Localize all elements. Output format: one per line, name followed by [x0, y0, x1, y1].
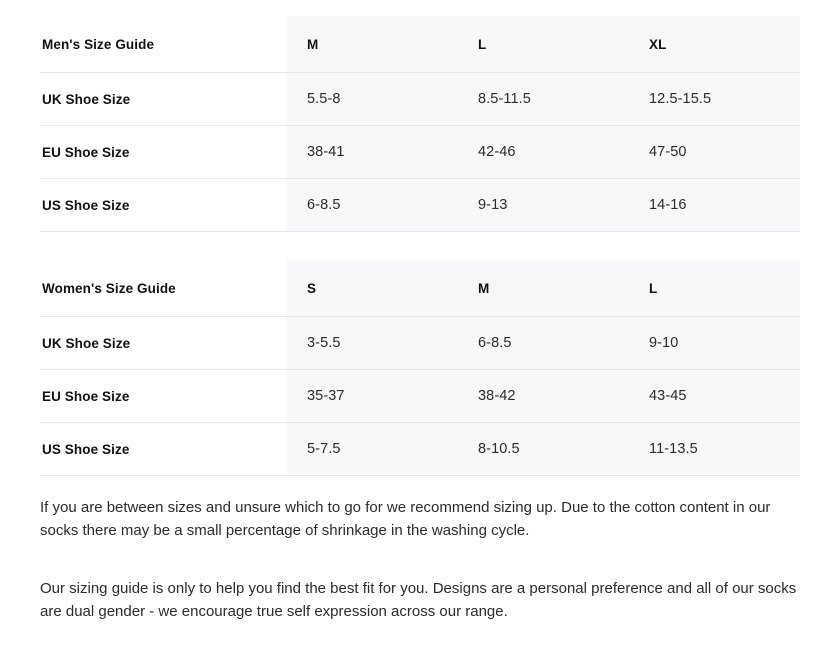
row-value: 8-10.5	[478, 441, 520, 457]
row-value-cell	[629, 423, 800, 476]
table-row	[40, 370, 800, 423]
column-header-xl-label: XL	[649, 36, 667, 52]
row-label-cell	[40, 423, 287, 476]
row-label: UK Shoe Size	[42, 91, 131, 107]
column-header-s-label: S	[307, 280, 317, 296]
row-value: 3-5.5	[307, 335, 341, 351]
row-label: UK Shoe Size	[42, 335, 131, 351]
row-value-cell	[458, 126, 629, 179]
table-row	[40, 317, 800, 370]
row-label: EU Shoe Size	[42, 144, 130, 160]
row-value: 14-16	[649, 197, 687, 213]
row-value: 12.5-15.5	[649, 91, 712, 107]
row-value-cell	[629, 126, 800, 179]
row-value-cell	[287, 317, 458, 370]
row-value: 5.5-8	[307, 91, 341, 107]
row-value: 38-41	[307, 144, 345, 160]
row-value-cell	[458, 73, 629, 126]
row-value: 35-37	[307, 388, 345, 404]
row-value: 43-45	[649, 388, 687, 404]
row-label-cell	[40, 126, 287, 179]
row-label-cell	[40, 370, 287, 423]
table-row	[40, 126, 800, 179]
table-header-row	[40, 260, 800, 317]
womens-size-guide-title-cell	[40, 260, 287, 317]
row-value: 38-42	[478, 388, 516, 404]
row-value: 9-10	[649, 335, 679, 351]
column-header-m	[287, 16, 458, 73]
row-value-cell	[287, 179, 458, 232]
table-row	[40, 179, 800, 232]
row-label-cell	[40, 73, 287, 126]
row-label: EU Shoe Size	[42, 388, 130, 404]
mens-size-guide-title-cell	[40, 16, 287, 73]
row-value: 42-46	[478, 144, 516, 160]
column-header-l-label: L	[478, 36, 487, 52]
womens-size-guide-table	[40, 260, 800, 476]
row-label-cell	[40, 179, 287, 232]
column-header-m	[458, 260, 629, 317]
row-label: US Shoe Size	[42, 441, 130, 457]
row-value-cell	[629, 370, 800, 423]
row-value: 6-8.5	[307, 197, 341, 213]
row-label: US Shoe Size	[42, 197, 130, 213]
row-value: 6-8.5	[478, 335, 512, 351]
row-value-cell	[458, 370, 629, 423]
row-value-cell	[629, 73, 800, 126]
note-paragraph-2: Our sizing guide is only to help you find the best fit for you. Designs are a personal preference and all of our socks are dual gender - we encourage true self expression across our range.	[40, 579, 797, 620]
column-header-l	[629, 260, 800, 317]
row-value-cell	[458, 179, 629, 232]
row-value-cell	[287, 73, 458, 126]
womens-size-guide-title: Women's Size Guide	[42, 280, 176, 296]
column-header-m-label: M	[478, 280, 490, 296]
column-header-m-label: M	[307, 36, 319, 52]
row-value-cell	[287, 126, 458, 179]
mens-size-guide-title: Men's Size Guide	[42, 36, 155, 52]
column-header-s	[287, 260, 458, 317]
table-row	[40, 423, 800, 476]
row-value-cell	[629, 179, 800, 232]
row-value-cell	[458, 317, 629, 370]
note-paragraph-1: If you are between sizes and unsure which to go for we recommend sizing up. Due to the cotton content in our socks there may be a small percentage of shrinkage in the washing cycle.	[40, 499, 771, 540]
column-header-xl	[629, 16, 800, 73]
size-guide-notes	[40, 496, 800, 623]
row-value-cell	[287, 423, 458, 476]
row-value-cell	[287, 370, 458, 423]
row-value: 5-7.5	[307, 441, 341, 457]
row-value-cell	[629, 317, 800, 370]
top-spacer	[40, 0, 800, 16]
column-header-l	[458, 16, 629, 73]
mens-size-guide-table	[40, 16, 800, 232]
row-value-cell	[458, 423, 629, 476]
row-value: 9-13	[478, 197, 508, 213]
table-header-row	[40, 16, 800, 73]
table-row	[40, 73, 800, 126]
row-value: 11-13.5	[649, 441, 698, 457]
column-header-l-label: L	[649, 280, 658, 296]
row-value: 47-50	[649, 144, 687, 160]
row-label-cell	[40, 317, 287, 370]
row-value: 8.5-11.5	[478, 91, 531, 107]
table-gap	[40, 232, 800, 260]
